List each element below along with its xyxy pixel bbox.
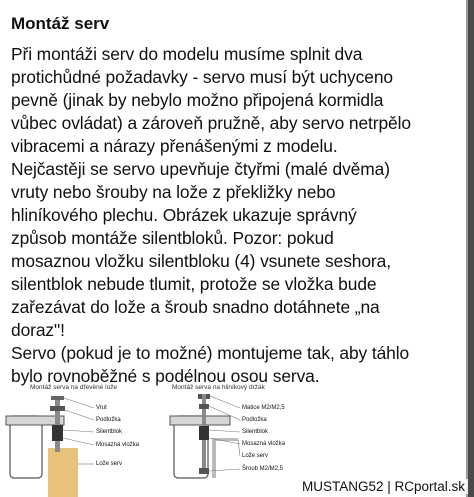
body-line: protichůdné požadavky - servo musí být uchyceno	[11, 67, 393, 87]
article	[11, 14, 463, 388]
body-line: bylo rovnoběžné s podélnou osou serva.	[11, 366, 320, 386]
label-servo-bed: Lože serv	[242, 453, 269, 459]
label-brass-insert: Mosazná vložka	[96, 442, 140, 448]
body-line: doraz"!	[11, 320, 65, 340]
body-line: hliníkového plechu. Obrázek ukazuje správný	[11, 205, 357, 225]
body-line: pevně (jinak by nebylo možno připojená kormidla	[11, 90, 384, 110]
body-line: vůbec ovládat) a zároveň pružně, aby servo netrpělo	[11, 113, 411, 133]
right-diagram-caption: Montáž serva na hliníkový držák	[172, 384, 265, 391]
article-title: Montáž serv	[11, 14, 110, 33]
label-servo-bed: Lože serv	[96, 461, 123, 467]
body-line: mosaznou vložku silentbloku (4) vsunete seshora,	[11, 251, 391, 271]
body-line: silentblok nebude tlumit, protože se vložka bude	[11, 274, 377, 294]
watermark: MUSTANG52 | RCportal.sk	[299, 479, 468, 494]
label-silentblock: Silentblok	[96, 429, 123, 435]
body-line: zařezávat do lože a šroub snadno dotáhnete „na	[11, 297, 380, 317]
label-washer: Podložka	[96, 417, 121, 423]
label-bolt: Šroub M2/M2,5	[242, 466, 284, 472]
body-line: vibracemi a nárazy přenášenými z modelu.	[11, 136, 338, 156]
label-silentblock: Silentblok	[242, 429, 269, 435]
body-line: Servo (pokud je to možné) montujeme tak, aby táhlo	[11, 343, 410, 363]
left-diagram-caption: Montáž serva na dřevěné lože	[30, 384, 118, 391]
label-washer: Podložka	[242, 417, 267, 423]
body-line: způsob montáže silentbloků. Pozor: pokud	[11, 228, 334, 248]
label-nut: Matice M2/M2,5	[242, 405, 285, 411]
frame-border	[468, 0, 474, 497]
body-line: vruty nebo šrouby na lože z překližky nebo	[11, 182, 336, 202]
label-screw: Vrut	[96, 405, 107, 411]
article-body	[11, 43, 463, 388]
label-brass-insert: Mosazná vložka	[242, 441, 286, 447]
body-line: Při montáži serv do modelu musíme splnit dva	[11, 44, 363, 64]
body-line: Nejčastěji se servo upevňuje čtyřmi (malé dvěma)	[11, 159, 390, 179]
